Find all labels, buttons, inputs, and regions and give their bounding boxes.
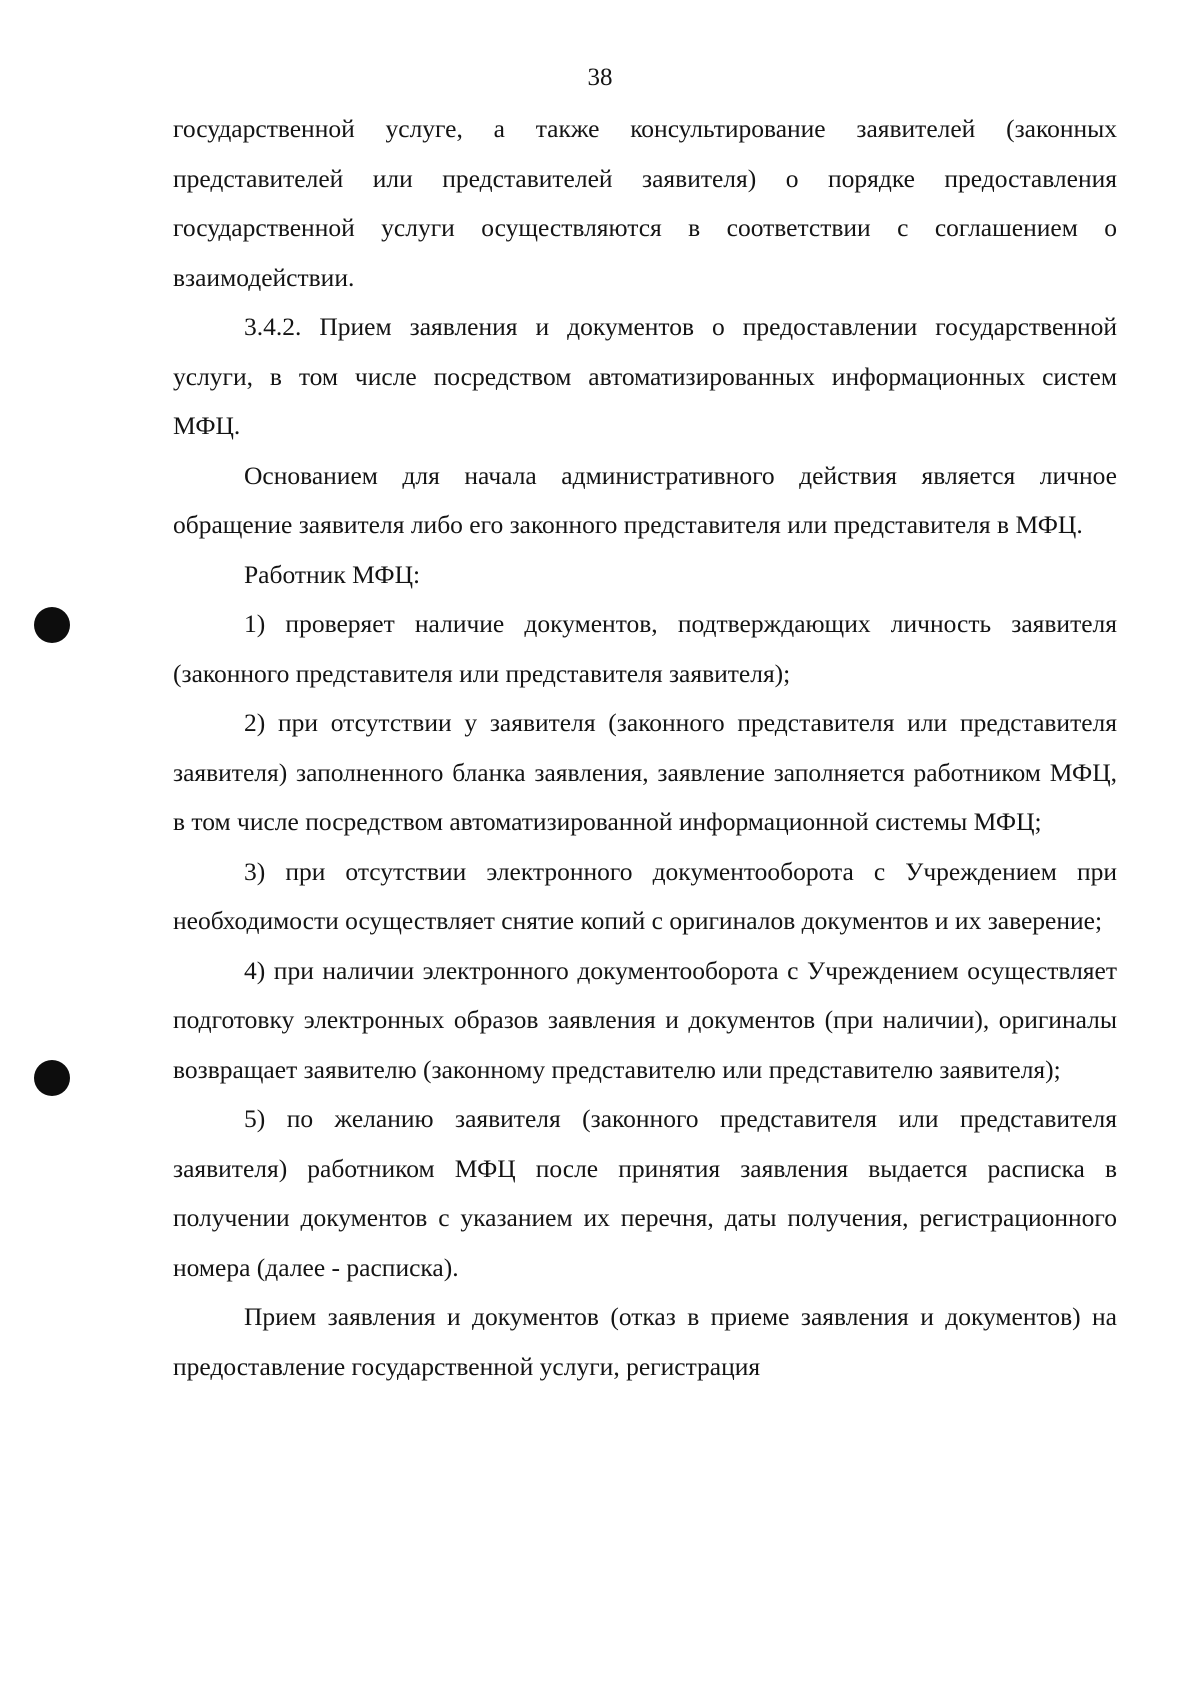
list-item: 3) при отсутствии электронного документооборота с Учреждением при необходимости осуществляет снятие копий с оригиналов документов и их заверение;	[173, 856, 1117, 935]
paragraph: Прием заявления и документов (отказ в приеме заявления и документов) на предоставление государственной услуги, регистрация	[173, 1302, 1117, 1381]
list-item: 1) проверяет наличие документов, подтверждающих личность заявителя (законного представителя или представителя заявителя);	[173, 609, 1117, 688]
page-number: 38	[587, 64, 613, 91]
list-item: 5) по желанию заявителя (законного представителя или представителя заявителя) работником МФЦ после принятия заявления выдается расписка в получении документов с указанием их перечня, даты получения, регистрационного номера (далее - расписка).	[173, 1104, 1117, 1282]
list-item: 4) при наличии электронного документооборота с Учреждением осуществляет подготовку электронных образов заявления и документов (при наличии), оригиналы возвращает заявителю (законному представителю или представителю заявителя);	[173, 955, 1117, 1084]
punch-hole-mark	[34, 607, 70, 643]
paragraph: Работник МФЦ:	[244, 559, 421, 589]
list-item: 2) при отсутствии у заявителя (законного представителя или представителя заявителя) заполненного бланка заявления, заявление заполняется работником МФЦ, в том числе посредством автоматизированной информационной системы МФЦ;	[173, 708, 1117, 836]
punch-hole-mark	[34, 1060, 70, 1096]
paragraph: Основанием для начала административного действия является личное обращение заявителя либо его законного представителя или представителя в МФЦ.	[173, 460, 1117, 539]
document-body	[173, 104, 1117, 1391]
paragraph: 3.4.2. Прием заявления и документов о предоставлении государственной услуги, в том числе посредством автоматизированных информационных систем МФЦ.	[173, 312, 1117, 440]
paragraph: государственной услуге, а также консультирование заявителей (законных представителей или представителей заявителя) о порядке предоставления государственной услуги осуществляются в соответствии с соглашением о взаимодействии.	[173, 114, 1117, 292]
